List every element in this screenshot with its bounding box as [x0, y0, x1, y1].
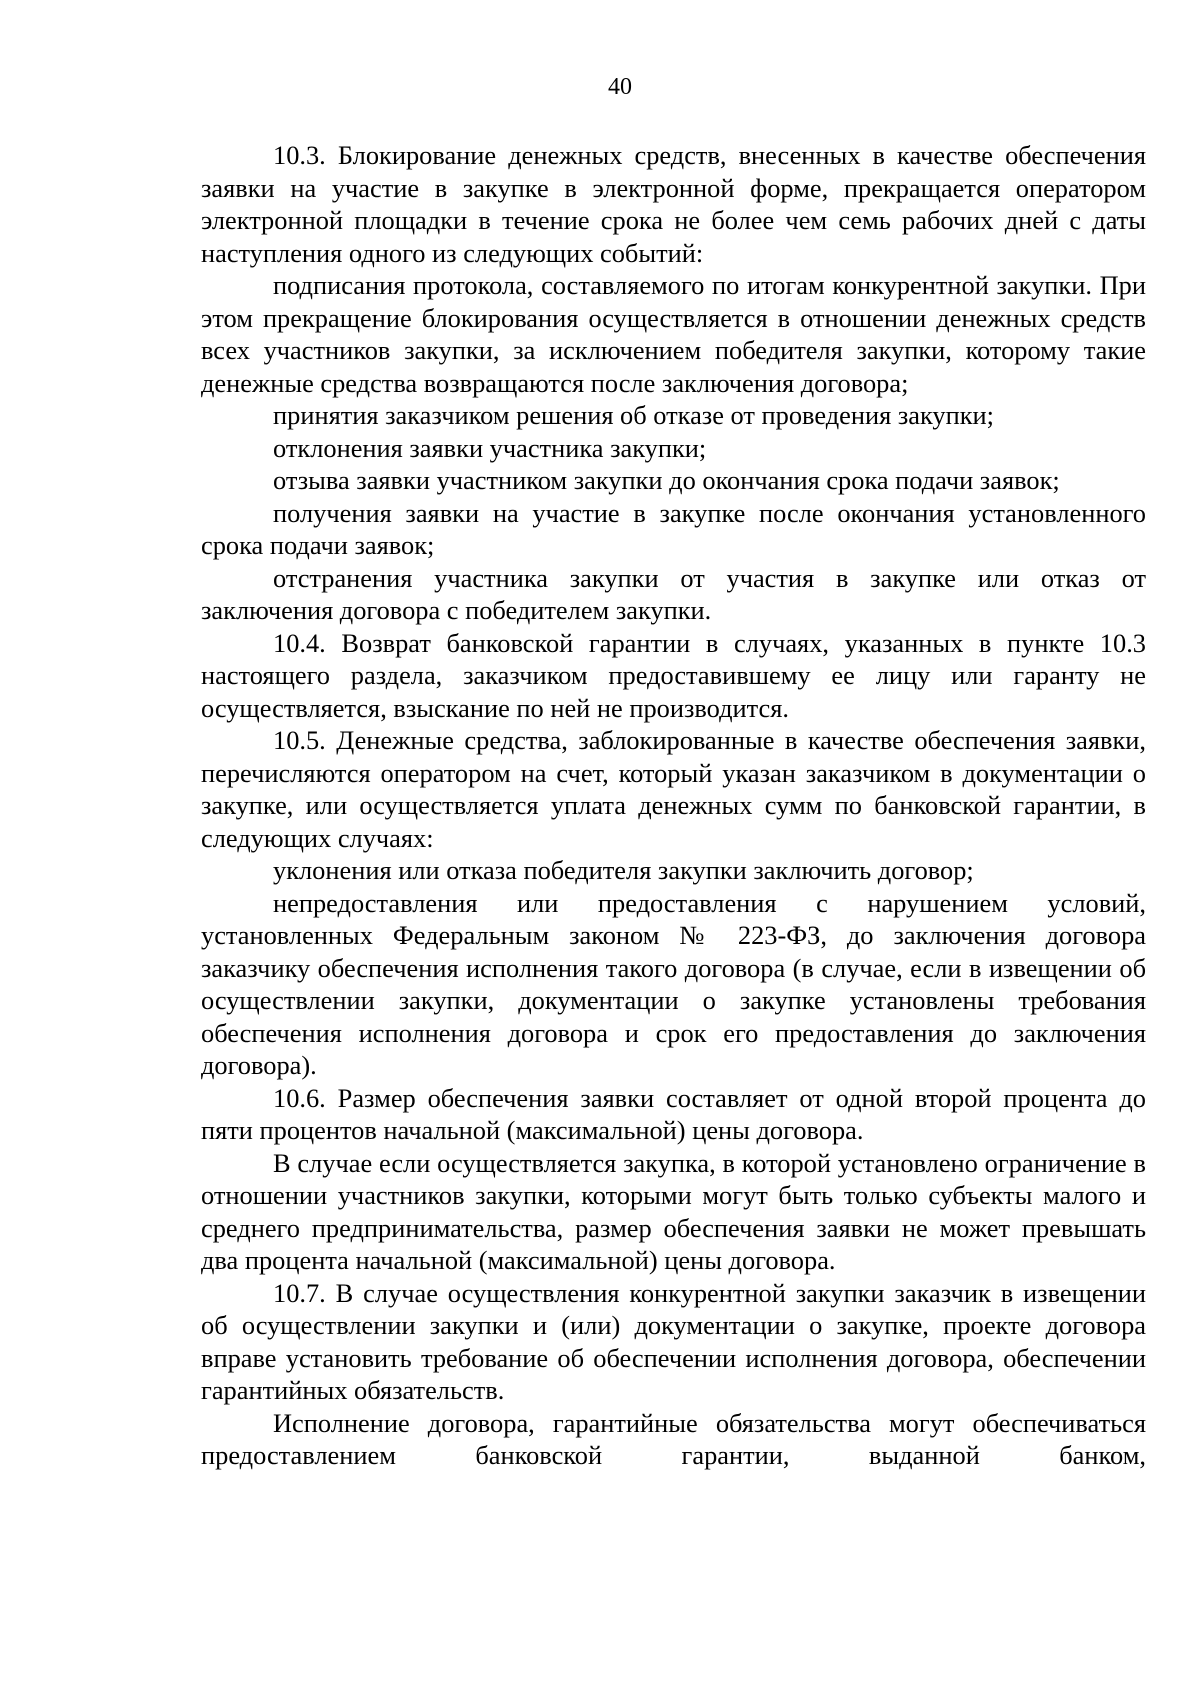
- list-item-late-application: получения заявки на участие в закупке после окончания установленного срока подачи заявок;: [201, 497, 1146, 560]
- list-item-participant-removal: отстранения участника закупки от участия в закупке или отказ от заключения договора с победителем закупки.: [201, 562, 1146, 625]
- document-body: [201, 139, 1146, 1472]
- list-item-application-rejection: отклонения заявки участника закупки;: [273, 432, 707, 463]
- list-item-evasion: уклонения или отказа победителя закупки заключить договор;: [273, 855, 974, 885]
- page-number: 40: [608, 74, 632, 100]
- paragraph-10-5: 10.5. Денежные средства, заблокированные в качестве обеспечения заявки, перечисляются оператором на счет, который указан заказчиком в документации о закупке, или осуществляется уплата денежных сумм по банковской гарантии, в следующих случаях:: [201, 725, 1146, 853]
- list-item-protocol-signing: подписания протокола, составляемого по итогам конкурентной закупки. При этом прекращение блокирования осуществляется в отношении денежных средств всех участников закупки, за исключением победителя закупки, которому такие денежные средства возвращаются после заключения договора;: [201, 270, 1146, 398]
- list-item-application-withdrawal: отзыва заявки участником закупки до окончания срока подачи заявок;: [273, 465, 1060, 495]
- paragraph-performance-security: Исполнение договора, гарантийные обязательства могут обеспечиваться предоставлением банковской гарантии, выданной банком,: [201, 1407, 1146, 1470]
- list-item-cancellation-decision: принятия заказчиком решения об отказе от проведения закупки;: [273, 400, 994, 430]
- paragraph-10-4: 10.4. Возврат банковской гарантии в случаях, указанных в пункте 10.3 настоящего раздела, заказчиком предоставившему ее лицу или гаранту не осуществляется, взыскание по ней не производится.: [201, 627, 1146, 723]
- paragraph-10-3: 10.3. Блокирование денежных средств, внесенных в качестве обеспечения заявки на участие в закупке в электронной форме, прекращается оператором электронной площадки в течение срока не более чем семь рабочих дней с даты наступления одного из следующих событий:: [201, 140, 1146, 268]
- list-item-non-provision: непредоставления или предоставления с нарушением условий, установленных Федеральным законом № 223-ФЗ, до заключения договора заказчику обеспечения исполнения такого договора (в случае, если в извещении об осуществлении закупки, документации о закупке установлены требования обеспечения исполнения договора и срок его предоставления до заключения договора).: [201, 887, 1146, 1080]
- paragraph-sme-limit: В случае если осуществляется закупка, в которой установлено ограничение в отношении участников закупки, которыми могут быть только субъекты малого и среднего предпринимательства, размер обеспечения заявки не может превышать два процента начальной (максимальной) цены договора.: [201, 1147, 1146, 1275]
- paragraph-10-6: 10.6. Размер обеспечения заявки составляет от одной второй процента до пяти процентов начальной (максимальной) цены договора.: [201, 1082, 1146, 1145]
- paragraph-10-7: 10.7. В случае осуществления конкурентной закупки заказчик в извещении об осуществлении закупки и (или) документации о закупке, проекте договора вправе установить требование об обеспечении исполнения договора, обеспечении гарантийных обязательств.: [201, 1277, 1146, 1405]
